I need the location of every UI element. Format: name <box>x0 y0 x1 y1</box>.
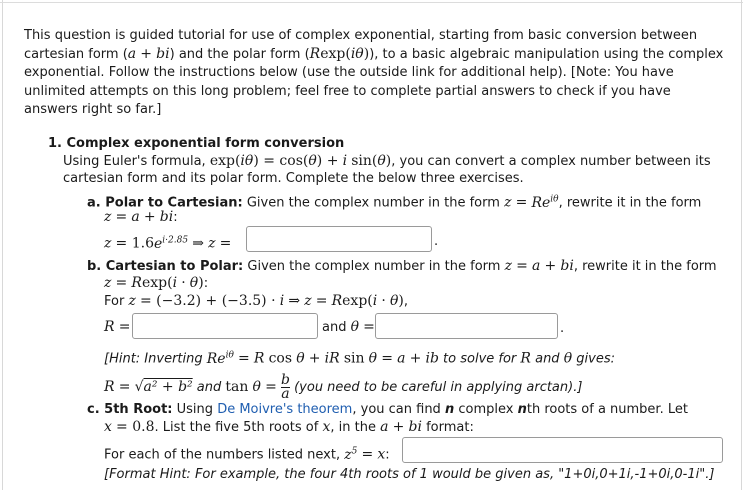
part-b-hint-line2: R = √a² + b² and tan θ = $\frac{b}{a}$ (you need to be careful in applying arctan).] <box>104 372 583 402</box>
part-c-format-hint: [Format Hint: For example, the four 4th roots of 1 would be given as, "1+0i,0+1i,-1+0i,0-1i".] <box>104 467 715 482</box>
part-b-hint2b: (you need to be careful in applying arctan).] <box>294 380 583 395</box>
part-b-hint-line1: [Hint: Inverting $Re^{i\theta} = R$ cos θ + iR sin θ = a + ib to solve for R and θ gives: <box>104 350 615 367</box>
part-b-r-input[interactable] <box>132 313 318 339</box>
part-a-period: . <box>434 234 439 249</box>
part-c-line1: c. 5th Root: Using De Moivre's theorem, you can find n complex nth roots of a number. Let <box>87 402 688 417</box>
intro-paragraph: This question is guided tutorial for use of complex exponential, starting from basic conversion between cartesian form (a + bi) and the polar form (Rexp(iθ)), to a basic algebraic manipulation using the complex exponential. Follow the instructions below (use the outside link for additional help). [Note: You have unlimited attempts on this long problem; feel free to complete partial answers to check if you have answers right so far.] <box>24 28 724 117</box>
part-c-text-pre: Using <box>176 402 214 417</box>
section-title: 1. Complex exponential form conversion <box>48 136 345 151</box>
part-c-line3: For each of the numbers listed next, $z^5 = x$: <box>104 446 390 463</box>
part-b-line1: b. Cartesian to Polar: Given the complex number in the form z = a + bi, rewrite it in the form <box>87 258 717 274</box>
frame-edge-left <box>2 0 3 490</box>
part-a-line1: a. Polar to Cartesian: Given the complex number in the form $z = Re^{i\theta}$, rewrite it in the form <box>87 194 702 211</box>
part-a-label: a. Polar to Cartesian: <box>87 195 243 211</box>
part-a-given: $z = 1.6e^{i\cdot 2.85}$ ⇒ z = <box>104 235 232 252</box>
part-b-period: . <box>560 321 565 336</box>
section-desc-line1: Using Euler's formula, exp(iθ) = cos(θ) + i sin(θ), you can convert a complex number between its <box>63 153 711 169</box>
part-a-form: z = a + bi: <box>104 209 178 225</box>
de-moivre-link[interactable]: De Moivre's theorem <box>217 402 353 417</box>
part-b-label: b. Cartesian to Polar: <box>87 259 244 274</box>
part-b-theta-label: and θ = <box>322 319 375 335</box>
part-c-line2: x = 0.8. List the five 5th roots of x, in the a + bi format: <box>104 419 474 435</box>
part-b-form: z = Rexp(i · θ): <box>104 275 209 291</box>
section-desc-line2: cartesian form and its polar form. Complete the below three exercises. <box>63 171 524 186</box>
frame-edge-top <box>0 2 743 3</box>
part-c-label: c. 5th Root: <box>87 402 173 417</box>
frame-edge-right <box>741 0 742 490</box>
part-b-given: For z = (−3.2) + (−3.5) · i ⇒ z = Rexp(i · θ), <box>104 293 409 309</box>
part-a-answer-input[interactable] <box>246 226 432 252</box>
part-c-answer-input[interactable] <box>402 437 723 463</box>
part-b-r-label: R = <box>104 319 131 335</box>
part-b-theta-input[interactable] <box>375 313 558 339</box>
